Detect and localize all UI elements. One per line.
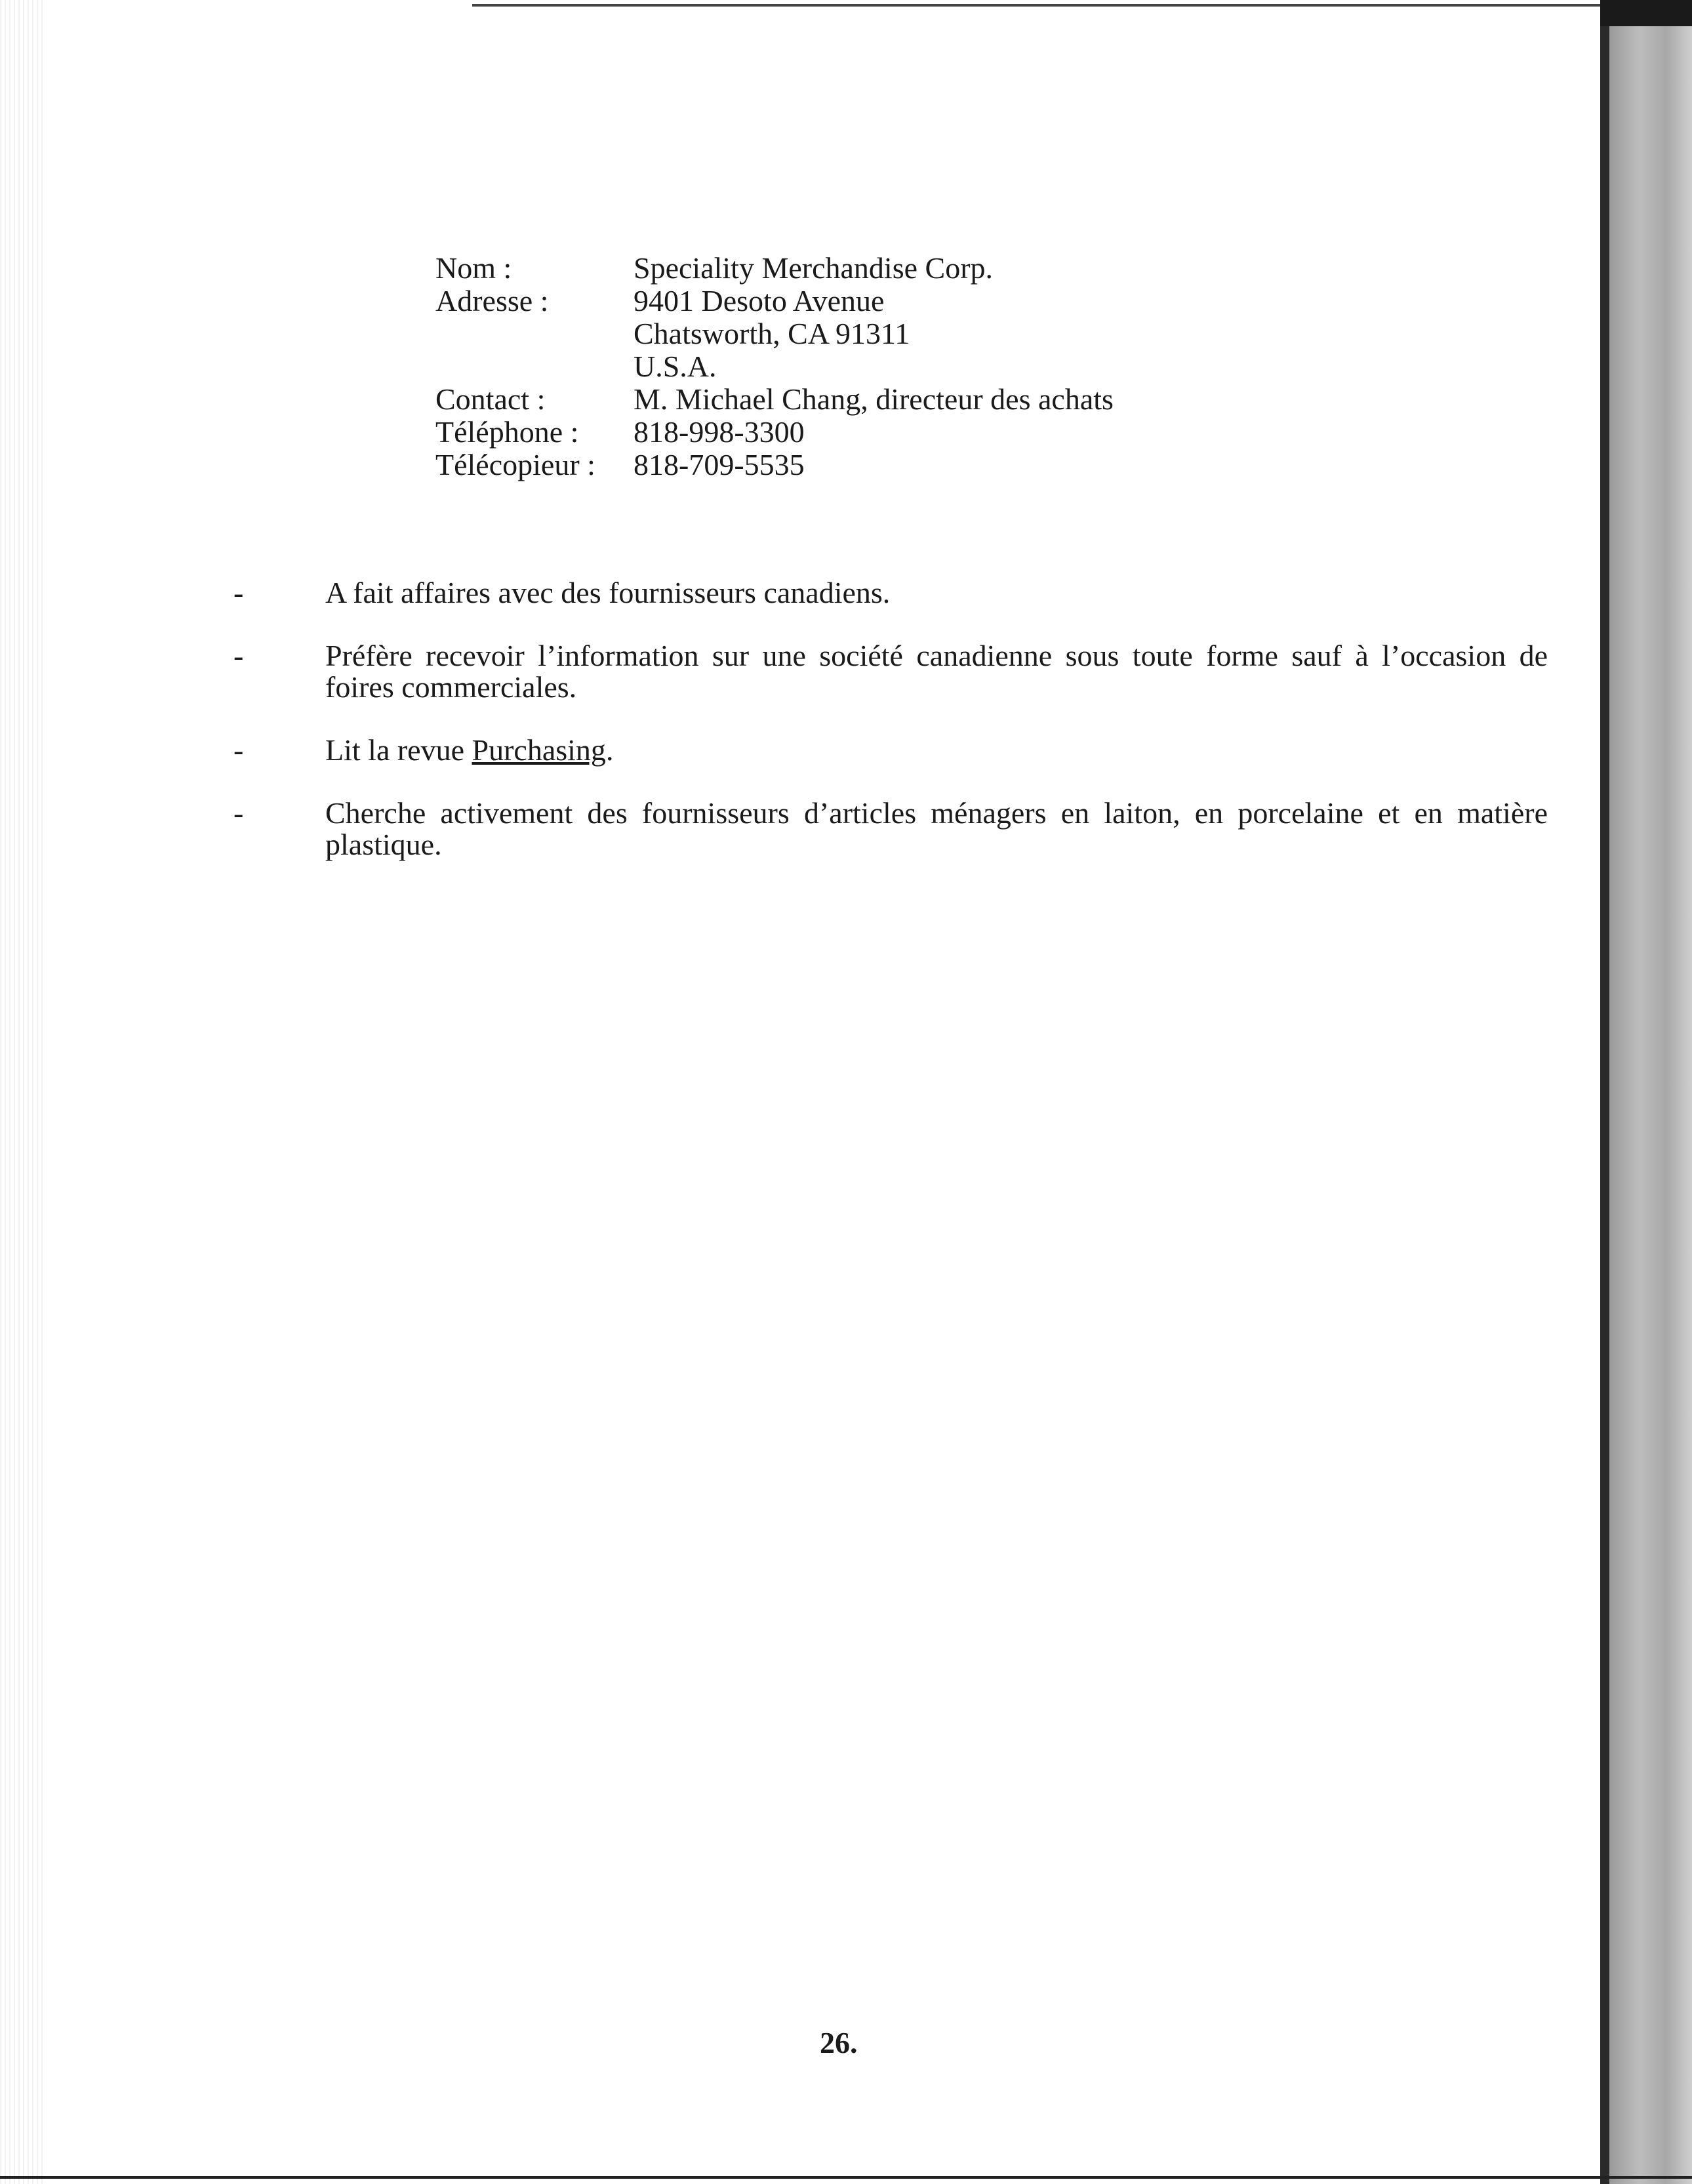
bullet-text <box>325 735 1548 766</box>
publication-title: Purchasing <box>472 733 606 767</box>
contact-row-phone <box>435 416 1367 449</box>
scan-right-gutter <box>1600 26 1692 2184</box>
scan-bottom-line <box>0 2176 1692 2179</box>
scan-top-line <box>472 4 1600 7</box>
phone-label: Téléphone : <box>435 415 579 449</box>
contact-row-fax <box>435 449 1367 481</box>
list-item <box>230 640 1548 703</box>
contact-label: Contact : <box>435 382 546 416</box>
bullet-dash: - <box>233 733 244 767</box>
bullet-text: Cherche activement des fournisseurs d’articles ménagers en laiton, en porcelaine et en matière plastique. <box>325 796 1548 861</box>
fax-value: 818-709-5535 <box>634 448 805 481</box>
phone-value: 818-998-3300 <box>634 415 805 449</box>
bullet-text-after: . <box>605 733 614 767</box>
address-label-spacer <box>435 350 634 383</box>
address-line: U.S.A. <box>634 350 717 383</box>
page-number: 26. <box>820 2026 858 2059</box>
address-line: Chatsworth, CA 91311 <box>634 317 910 350</box>
contact-block <box>435 252 1367 481</box>
bullet-text: A fait affaires avec des fournisseurs canadiens. <box>325 576 891 609</box>
bullet-dash: - <box>233 796 244 830</box>
scan-left-edge <box>0 0 46 2184</box>
scan-right-top <box>1600 0 1692 26</box>
contact-row-name <box>435 252 1367 285</box>
bullet-text: Préfère recevoir l’information sur une société canadienne sous toute forme sauf à l’occasion de foires commerciales. <box>325 639 1548 704</box>
list-item <box>230 577 1548 609</box>
contact-row-address-1 <box>435 285 1367 317</box>
address-label: Adresse : <box>435 284 549 317</box>
name-value: Speciality Merchandise Corp. <box>634 251 994 285</box>
fax-label: Télécopieur : <box>435 448 595 481</box>
bullet-list <box>230 577 1548 892</box>
bullet-dash: - <box>233 576 244 609</box>
contact-row-address-2 <box>435 317 1367 350</box>
bullet-dash: - <box>233 639 244 672</box>
address-label-spacer <box>435 317 634 350</box>
list-item <box>230 798 1548 860</box>
address-line: 9401 Desoto Avenue <box>634 284 885 317</box>
list-item <box>230 735 1548 766</box>
contact-row-contact <box>435 383 1367 416</box>
name-label: Nom : <box>435 251 512 285</box>
contact-row-address-3 <box>435 350 1367 383</box>
bullet-text-before: Lit la revue <box>325 733 472 767</box>
contact-value: M. Michael Chang, directeur des achats <box>634 382 1114 416</box>
